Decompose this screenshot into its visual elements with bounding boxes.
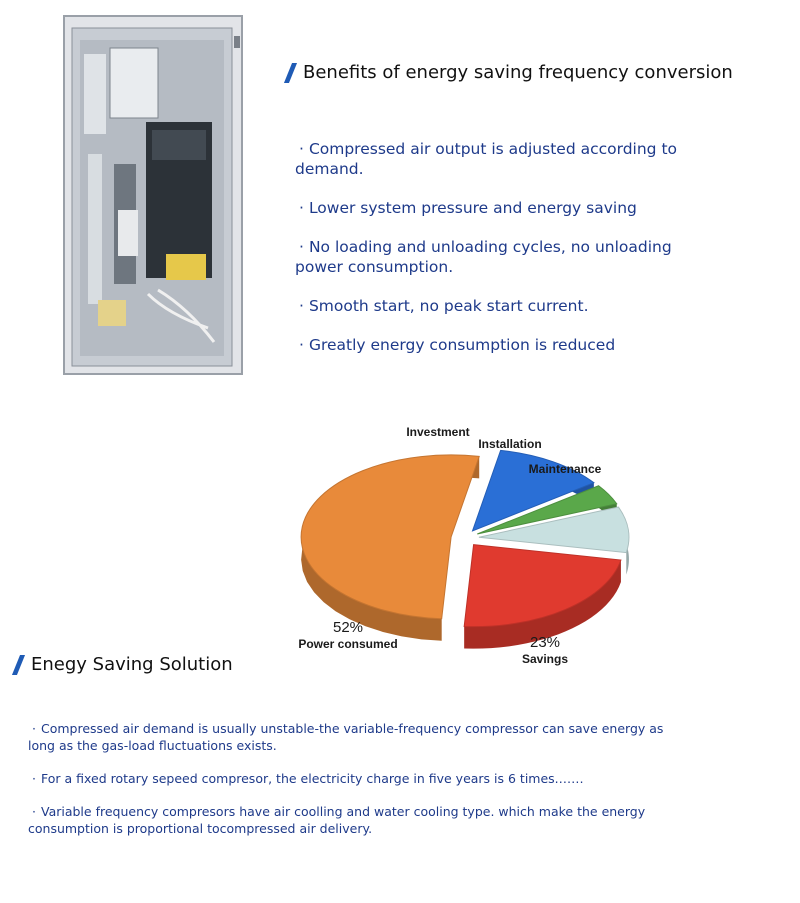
pie-percent-label: 52%	[332, 619, 364, 636]
list-item	[295, 198, 695, 218]
bullet-icon: ·	[299, 199, 304, 217]
benefit-text: Smooth start, no peak start current.	[308, 297, 589, 315]
list-item	[295, 237, 695, 277]
pie-category-label: Power consumed	[298, 637, 398, 651]
bullet-icon: ·	[32, 804, 36, 819]
list-item	[28, 803, 668, 837]
bullet-icon: ·	[32, 771, 36, 786]
bullet-icon: ·	[299, 297, 304, 315]
pie-category-label: Maintenance	[528, 462, 602, 476]
heading-slash-icon	[12, 655, 25, 675]
bullet-icon: ·	[299, 140, 304, 158]
solution-heading-text: Enegy Saving Solution	[31, 654, 233, 675]
control-cabinet-image	[58, 14, 248, 379]
benefits-heading-text: Benefits of energy saving frequency conversion	[303, 62, 733, 83]
pie-category-label: Savings	[521, 652, 569, 666]
heading-slash-icon	[284, 63, 297, 83]
list-item	[295, 296, 695, 316]
bullet-icon: ·	[32, 721, 36, 736]
pie-category-label: Installation	[478, 437, 542, 451]
solutions-list	[28, 720, 668, 853]
solution-text: For a fixed rotary sepeed compresor, the electricity charge in five years is 6 times.……	[40, 771, 584, 786]
solution-text: Compressed air demand is usually unstable-the variable-frequency compressor can save energy as long as the gas-load fluctuations exists.	[28, 721, 664, 753]
benefit-text: Lower system pressure and energy saving	[308, 199, 637, 217]
benefit-text: Compressed air output is adjusted according to demand.	[295, 140, 678, 178]
pie-slice-top	[464, 545, 621, 627]
list-item	[295, 139, 695, 179]
bullet-icon: ·	[299, 238, 304, 256]
benefit-text: Greatly energy consumption is reduced	[308, 336, 616, 354]
benefits-list	[295, 139, 695, 374]
pie-percent-label: 23%	[529, 634, 561, 651]
list-item	[295, 335, 695, 355]
energy-cost-pie-chart	[290, 418, 650, 678]
pie-category-label: Investment	[406, 425, 470, 439]
pie-slice-power-consumed	[301, 455, 479, 641]
benefits-heading	[288, 62, 733, 83]
solution-text: Variable frequency compresors have air coolling and water cooling type. which make the energy consumption is proportional tocompressed air delivery.	[28, 804, 646, 836]
bullet-icon: ·	[299, 336, 304, 354]
benefit-text: No loading and unloading cycles, no unloading power consumption.	[295, 238, 672, 276]
list-item	[28, 720, 668, 754]
solution-heading	[16, 654, 233, 675]
list-item	[28, 770, 668, 787]
